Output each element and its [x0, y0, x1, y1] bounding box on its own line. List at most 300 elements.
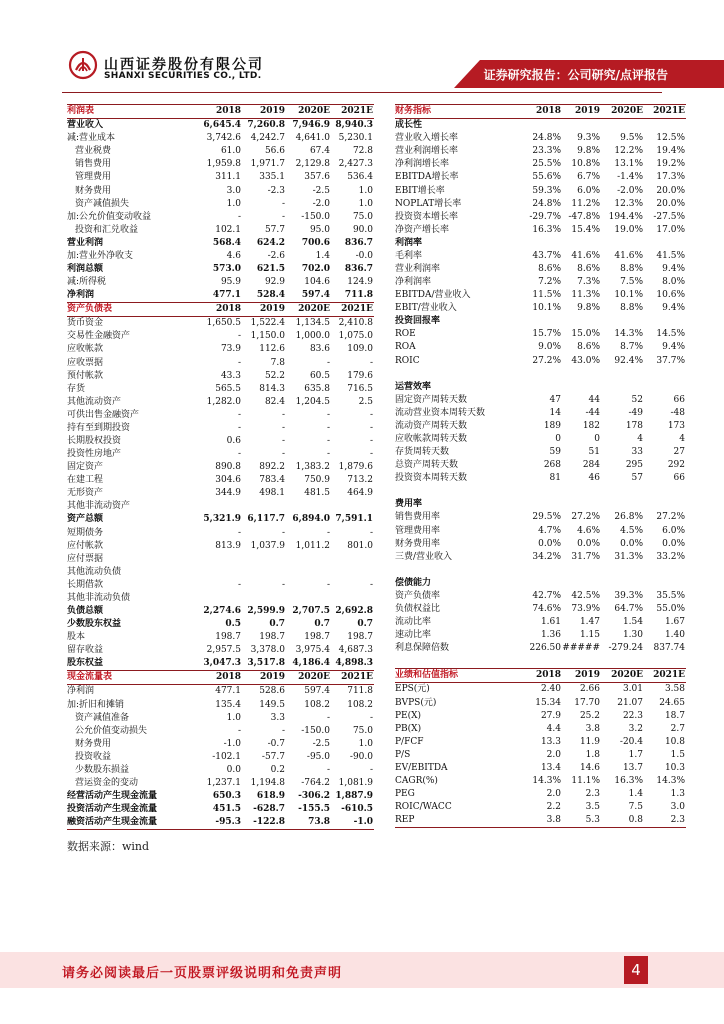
cell-value: 8.0% — [662, 277, 685, 288]
cell-value: 1,150.0 — [250, 331, 285, 342]
row-label: 投资资本周转天数 — [395, 473, 468, 484]
cell-value — [601, 315, 644, 328]
cell-value — [562, 368, 601, 381]
row-label: 净利润 — [67, 290, 95, 301]
cell-value: 6,117.7 — [247, 514, 285, 525]
cell-value: 9.8% — [577, 303, 600, 314]
table-row — [67, 171, 374, 184]
row-label: 留存收益 — [67, 645, 104, 656]
cell-value: 635.8 — [304, 383, 330, 394]
row-label: 持有至到期投资 — [67, 422, 131, 433]
cell-value: 528.6 — [259, 686, 285, 697]
cell-value: -1.0 — [331, 816, 374, 830]
cell-value: 1.47 — [579, 617, 600, 628]
row-label: 应付帐款 — [67, 540, 104, 551]
cell-value: 2,692.8 — [335, 606, 373, 616]
cell-value: 2,957.5 — [206, 645, 241, 656]
table-row — [395, 119, 686, 133]
cell-value: 2020E — [601, 669, 644, 683]
row-label: 净资产增长率 — [395, 224, 450, 235]
cell-value: 1,134.5 — [295, 318, 330, 329]
cell-value: 198.7 — [347, 632, 373, 643]
cell-value: 4,687.3 — [338, 645, 373, 656]
cell-value: 0 — [555, 433, 561, 444]
cell-value: 813.9 — [215, 540, 241, 551]
cell-value — [519, 498, 562, 511]
cell-value: 7.5 — [628, 802, 643, 813]
cell-value: 2.0 — [546, 789, 561, 800]
cell-value: 5,321.9 — [203, 514, 241, 525]
cell-value: 0.0% — [620, 538, 643, 549]
cell-value — [519, 237, 562, 250]
row-label: 毛利率 — [395, 250, 423, 261]
row-label — [395, 368, 519, 381]
cell-value: 8.6% — [577, 342, 600, 353]
row-label: ROIC/WACC — [395, 802, 452, 813]
cell-value — [601, 381, 644, 394]
cell-value: 13.4 — [540, 762, 561, 773]
cell-value: 597.4 — [301, 290, 330, 301]
cell-value — [644, 564, 686, 577]
cell-value: 2020E — [286, 105, 331, 119]
cell-value: 4.7% — [538, 525, 561, 536]
table-row — [395, 341, 686, 354]
table-row — [395, 749, 686, 762]
cell-value: 1.8 — [585, 749, 600, 760]
cell-value: 19.0% — [614, 224, 643, 235]
cell-value: 81 — [549, 473, 561, 484]
row-label: 利润率 — [395, 237, 423, 248]
cell-value: 3.8 — [585, 723, 600, 734]
cell-value — [242, 553, 286, 566]
cell-value: - — [281, 527, 285, 538]
cell-value: 10.8% — [571, 159, 600, 170]
row-label: 交易性金融资产 — [67, 331, 131, 342]
cell-value: 9.8% — [577, 146, 600, 157]
cell-value: 39.3% — [614, 590, 643, 601]
row-label: 其他非流动负债 — [67, 592, 131, 603]
cell-value: - — [369, 527, 373, 538]
table-row — [67, 132, 374, 145]
cell-value: 2021E — [331, 303, 374, 317]
cell-value: 3,378.0 — [250, 645, 285, 656]
row-label: EPS(元) — [395, 684, 430, 695]
table-row — [67, 250, 374, 263]
cell-value: 2018 — [200, 671, 242, 685]
cell-value: 801.0 — [347, 540, 373, 551]
cell-value — [644, 368, 686, 381]
cell-value: 52.2 — [264, 370, 285, 381]
cell-value: 1,879.6 — [338, 462, 373, 473]
row-label: 净利润增长率 — [395, 159, 450, 170]
cell-value — [644, 655, 686, 669]
cell-value: 27.2% — [656, 512, 685, 523]
table-row — [395, 237, 686, 250]
row-label: 运营效率 — [395, 381, 432, 392]
row-label: 少数股东权益 — [67, 619, 122, 630]
cell-value: 10.1% — [532, 303, 561, 314]
table-row — [67, 158, 374, 171]
cell-value: - — [237, 331, 241, 342]
cell-value: 0.0% — [538, 538, 561, 549]
cell-value: -48 — [670, 407, 685, 418]
cell-value: 284 — [582, 460, 600, 471]
cell-value: 11.9 — [579, 736, 600, 747]
cell-value: 4,242.7 — [250, 133, 285, 144]
cell-value: 23.3% — [532, 146, 561, 157]
cell-value: - — [281, 579, 285, 590]
cell-value: 60.5 — [309, 370, 330, 381]
cell-value: 6.0% — [662, 525, 685, 536]
table-row — [395, 263, 686, 276]
table-row — [395, 354, 686, 367]
cell-value: 2,427.3 — [338, 159, 373, 170]
cell-value — [562, 381, 601, 394]
cell-value: 24.8% — [532, 133, 561, 144]
cell-value — [200, 553, 242, 566]
row-label: EBITDA/营业收入 — [395, 290, 471, 301]
cell-value: -29.7% — [529, 211, 561, 222]
cell-value: 16.3% — [614, 776, 643, 787]
cell-value: 13.3 — [540, 736, 561, 747]
cell-value: 27.2% — [532, 355, 561, 366]
table-row — [395, 289, 686, 302]
disclaimer-text: 请务必阅读最后一页股票评级说明和免责声明 — [62, 966, 343, 981]
cell-value: 25.2 — [579, 710, 600, 721]
cell-value: 9.4% — [662, 303, 685, 314]
table-row — [67, 699, 374, 712]
table-row — [395, 485, 686, 498]
cell-value: 11.5% — [532, 290, 561, 301]
cell-value: 2020E — [286, 303, 331, 317]
table-row — [395, 590, 686, 603]
cell-value: 1.15 — [579, 630, 600, 641]
cell-value: 2,707.5 — [292, 606, 330, 616]
cell-value: 75.0 — [352, 211, 373, 222]
cell-value: 2.7 — [670, 723, 685, 734]
cell-value: -2.5 — [312, 185, 330, 196]
cell-value: 66 — [673, 473, 685, 484]
cell-value: 892.2 — [259, 462, 285, 473]
cell-value: 0.2 — [270, 764, 285, 775]
table-row — [67, 461, 374, 474]
cell-value: 837.74 — [653, 643, 685, 654]
cell-value: 2.3 — [644, 814, 686, 828]
row-label: 营业利润率 — [395, 263, 441, 274]
cell-value: 573.0 — [212, 263, 241, 274]
cell-value: 711.8 — [347, 686, 373, 697]
financial-statements-table — [67, 104, 374, 830]
cell-value: 20.0% — [656, 198, 685, 209]
cell-value — [519, 119, 562, 133]
table-section-header — [395, 669, 686, 683]
table-row — [67, 605, 374, 618]
table-row — [395, 775, 686, 788]
cell-value: 82.4 — [264, 396, 285, 407]
cell-value: 46 — [588, 473, 600, 484]
table-row — [395, 446, 686, 459]
row-label: 投资活动产生现金流量 — [67, 804, 158, 815]
cell-value: 198.7 — [304, 632, 330, 643]
cell-value: -2.6 — [267, 250, 285, 261]
cell-value — [601, 119, 644, 133]
row-label: PE(X) — [395, 710, 422, 721]
table-row — [395, 710, 686, 723]
cell-value: 890.8 — [215, 462, 241, 473]
row-label: 总资产周转天数 — [395, 460, 459, 471]
cell-value: -610.5 — [341, 804, 373, 815]
cell-value: 3,517.8 — [247, 658, 285, 669]
cell-value: 3.0 — [226, 185, 241, 196]
row-label: 净利润率 — [395, 277, 432, 288]
cell-value: - — [237, 449, 241, 460]
cell-value: 1,000.0 — [295, 331, 330, 342]
cell-value: 1.0 — [358, 738, 373, 749]
cell-value: 3.8 — [519, 814, 562, 828]
row-label: 固定资产周转天数 — [395, 394, 468, 405]
cell-value: 498.1 — [259, 488, 285, 499]
cell-value: 477.1 — [215, 686, 241, 697]
cell-value: 344.9 — [215, 488, 241, 499]
financial-ratios-table — [395, 104, 686, 828]
cell-value: 4,898.3 — [335, 658, 373, 669]
cell-value: 0.0 — [226, 764, 241, 775]
cell-value — [601, 485, 644, 498]
cell-value: 31.3% — [614, 551, 643, 562]
cell-value: -628.7 — [253, 804, 285, 815]
cell-value: - — [281, 211, 285, 222]
cell-value: 55.0% — [656, 604, 685, 614]
row-label: 其他流动资产 — [67, 396, 122, 407]
cell-value — [286, 553, 331, 566]
cell-value: 27.2% — [571, 512, 600, 523]
cell-value: 10.8 — [664, 736, 685, 747]
row-label: 股东权益 — [67, 658, 104, 669]
row-label: 财务费用 — [75, 738, 112, 749]
cell-value: - — [326, 527, 330, 538]
cell-value: 304.6 — [215, 475, 241, 486]
cell-value: - — [237, 725, 241, 736]
cell-value: 73.9 — [220, 344, 241, 355]
cell-value: 4.6% — [577, 525, 600, 536]
cell-value: - — [369, 712, 373, 723]
table-row — [395, 577, 686, 590]
row-label: 营运资金的变动 — [75, 778, 139, 789]
cell-value: 536.4 — [347, 172, 373, 183]
row-label: 利息保障倍数 — [395, 643, 450, 654]
row-label: ROE — [395, 329, 416, 340]
cell-value — [286, 500, 331, 513]
cell-value: -95.0 — [306, 751, 330, 762]
cell-value: 194.4% — [608, 211, 643, 222]
cell-value: 10.6% — [656, 290, 685, 301]
cell-value — [519, 564, 562, 577]
cell-value: 3.5 — [585, 802, 600, 813]
cell-value: 47 — [549, 394, 561, 405]
cell-value: 3,975.4 — [295, 645, 330, 656]
cell-value: 1.4 — [315, 250, 330, 261]
table-row — [67, 448, 374, 461]
cell-value — [601, 498, 644, 511]
row-label: 营业收入 — [67, 120, 104, 131]
cell-value: 624.2 — [256, 237, 285, 248]
company-name-en: SHANXI SECURITIES CO., LTD. — [104, 71, 262, 81]
shanxi-securities-logo-icon — [68, 50, 98, 80]
cell-value: 713.2 — [347, 475, 373, 486]
row-label: 货币资金 — [67, 318, 104, 329]
cell-value: 1.61 — [540, 617, 561, 628]
cell-value: 8.8% — [620, 263, 643, 274]
row-label: 业绩和估值指标 — [395, 669, 519, 683]
cell-value — [519, 485, 562, 498]
cell-value: 4.4 — [546, 723, 561, 734]
cell-value — [644, 381, 686, 394]
cell-value — [331, 566, 374, 579]
row-label: EV/EBITDA — [395, 762, 448, 773]
cell-value: - — [369, 449, 373, 460]
row-label: 销售费用率 — [395, 512, 441, 523]
table-row — [67, 145, 374, 158]
table-row — [395, 184, 686, 197]
cell-value: 15.0% — [571, 329, 600, 340]
cell-value: 33.2% — [656, 551, 685, 562]
cell-value: -90.0 — [349, 751, 373, 762]
cell-value: 477.1 — [212, 290, 241, 301]
table-row — [395, 511, 686, 524]
cell-value — [562, 498, 601, 511]
cell-value — [200, 500, 242, 513]
row-label: ROA — [395, 342, 416, 353]
cell-value: 1,011.2 — [295, 540, 330, 551]
cell-value: 64.7% — [614, 604, 643, 614]
table-row — [67, 422, 374, 435]
cell-value: 5,230.1 — [338, 133, 373, 144]
table-row — [395, 564, 686, 577]
table-row — [395, 801, 686, 814]
table-row — [395, 642, 686, 655]
row-label: 营业利润 — [67, 237, 104, 248]
row-label: 短期债务 — [67, 527, 104, 538]
cell-value: - — [237, 409, 241, 420]
cell-value: 21.07 — [617, 697, 643, 708]
cell-value: 108.2 — [304, 699, 330, 710]
cell-value: 18.7 — [664, 710, 685, 721]
cell-value: 55.6% — [532, 172, 561, 183]
cell-value: 6.0% — [577, 185, 600, 196]
cell-value: 24.8% — [532, 198, 561, 209]
company-name-cn: 山西证券股份有限公司 — [104, 57, 264, 73]
cell-value: 4,186.4 — [292, 658, 330, 669]
cell-value — [562, 655, 601, 669]
row-label: 投资性房地产 — [67, 449, 122, 460]
row-label: 营业利润增长率 — [395, 146, 459, 157]
table-row — [67, 383, 374, 396]
cell-value: - — [326, 422, 330, 433]
cell-value: 7,946.9 — [292, 120, 330, 131]
cell-value: 41.6% — [614, 250, 643, 261]
row-label: REP — [395, 814, 519, 828]
cell-value: 4.6 — [226, 250, 241, 261]
table-row — [395, 697, 686, 710]
table-row — [67, 685, 374, 699]
row-label: 资产减值损失 — [75, 198, 130, 209]
cell-value: 8.8% — [620, 303, 643, 314]
cell-value: 15.34 — [535, 697, 561, 708]
cell-value: 1.67 — [664, 617, 685, 628]
table-row — [395, 683, 686, 697]
cell-value — [519, 381, 562, 394]
row-label: 投资和汇兑收益 — [75, 224, 139, 235]
row-label: 投资资本增长率 — [395, 211, 459, 222]
cell-value: 11.2% — [571, 198, 600, 209]
cell-value: 17.70 — [574, 697, 600, 708]
cell-value: 783.4 — [259, 475, 285, 486]
table-row — [67, 513, 374, 526]
cell-value: 2019 — [562, 105, 601, 119]
cell-value: 92.4% — [614, 355, 643, 366]
cell-value: - — [237, 579, 241, 590]
cell-value: 17.0% — [656, 224, 685, 235]
cell-value: 0.6 — [226, 435, 241, 446]
cell-value: -2.0% — [617, 185, 643, 196]
cell-value: 109.0 — [347, 344, 373, 355]
cell-value: 59 — [549, 447, 561, 458]
cell-value: 9.5% — [620, 133, 643, 144]
table-row — [395, 655, 686, 669]
cell-value: 112.6 — [259, 344, 285, 355]
table-row — [395, 368, 686, 381]
table-row — [67, 816, 374, 830]
cell-value: 12.3% — [614, 198, 643, 209]
table-row — [67, 803, 374, 816]
cell-value: 3.01 — [622, 684, 643, 695]
cell-value: 15.4% — [571, 224, 600, 235]
cell-value: 702.0 — [301, 263, 330, 274]
cell-value: - — [326, 435, 330, 446]
cell-value: 2018 — [200, 105, 242, 119]
cell-value: 0.7 — [357, 619, 373, 630]
table-row — [395, 472, 686, 485]
cell-value: 67.4 — [309, 146, 330, 157]
cell-value: 57.7 — [264, 224, 285, 235]
cell-value: 1.0 — [358, 185, 373, 196]
cell-value: - — [369, 579, 373, 590]
cell-value: 1,383.2 — [295, 462, 330, 473]
cell-value — [200, 566, 242, 579]
cell-value: 2020E — [286, 671, 331, 685]
cell-value — [519, 577, 562, 590]
cell-value: - — [326, 449, 330, 460]
cell-value: 51 — [588, 447, 600, 458]
table-row — [395, 525, 686, 538]
cell-value — [242, 592, 286, 605]
table-row — [67, 738, 374, 751]
cell-value: 8.6% — [577, 263, 600, 274]
cell-value: -44 — [585, 407, 600, 418]
cell-value: 2.40 — [540, 684, 561, 695]
row-label: 应收票据 — [67, 357, 104, 368]
cell-value — [601, 564, 644, 577]
cell-value: 4.5% — [620, 525, 643, 536]
cell-value: 2,129.8 — [295, 159, 330, 170]
cell-value — [644, 485, 686, 498]
cell-value: 1,650.5 — [206, 318, 241, 329]
cell-value: 41.6% — [571, 250, 600, 261]
table-row — [395, 498, 686, 511]
cell-value: 295 — [625, 460, 643, 471]
table-section-header — [395, 105, 686, 119]
row-label: 在建工程 — [67, 475, 104, 486]
